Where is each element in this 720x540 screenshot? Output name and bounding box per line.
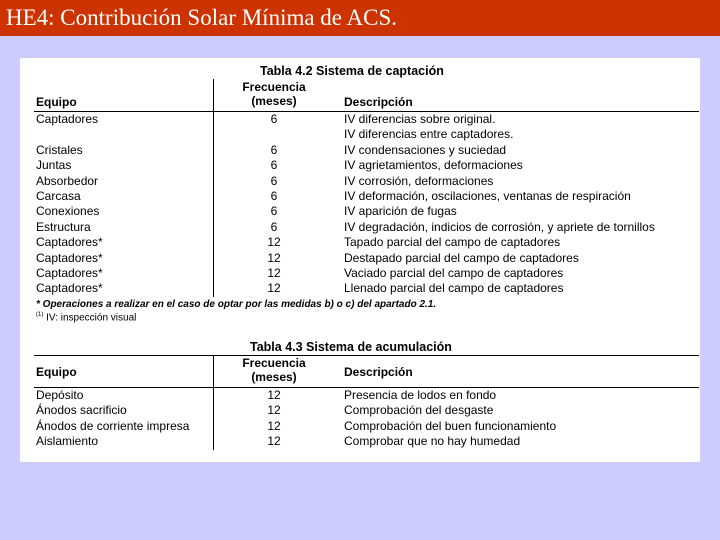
- cell-equipo: Captadores*: [36, 281, 103, 296]
- cell-descripcion: IV diferencias sobre original.: [344, 112, 496, 126]
- cell-frecuencia: 6: [270, 173, 278, 188]
- slide-title: HE4: Contribución Solar Mínima de ACS.: [6, 5, 397, 30]
- column-divider: [213, 79, 214, 111]
- cell-descripcion: Tapado parcial del campo de captadores: [344, 235, 561, 250]
- cell-frecuencia: 6: [270, 219, 278, 234]
- cell-descripcion: Comprobar que no hay humedad: [344, 434, 521, 449]
- document-image: [20, 58, 700, 462]
- footnote: * Operaciones a realizar en el caso de optar por las medidas b) o c) del apartado 2.1.: [36, 299, 437, 310]
- cell-equipo: Juntas: [36, 158, 72, 173]
- cell-frecuencia: 12: [267, 266, 281, 280]
- cell-equipo: Conexiones: [36, 204, 100, 219]
- table-header: [34, 356, 698, 386]
- header-descripcion: Descripción: [344, 365, 413, 379]
- table-row: [34, 251, 698, 266]
- footnote-mark: (1): [36, 312, 44, 318]
- cell-equipo: Depósito: [36, 388, 84, 402]
- table-row: [34, 112, 698, 127]
- table-acumulacion: [34, 340, 696, 452]
- table-row: [34, 127, 698, 142]
- cell-frecuencia: 6: [270, 189, 278, 203]
- header-frecuencia: Frecuencia (meses): [242, 80, 306, 108]
- table-captacion: [34, 64, 696, 324]
- cell-equipo: Cristales: [36, 142, 83, 157]
- header-equipo: Equipo: [36, 95, 77, 109]
- cell-descripcion: IV degradación, indicios de corrosión, y apriete de tornillos: [344, 219, 655, 234]
- cell-descripcion: IV corrosión, deformaciones: [344, 173, 494, 188]
- slide-title-bar: [0, 0, 720, 36]
- cell-descripcion: IV agrietamientos, deformaciones: [344, 158, 523, 173]
- cell-frecuencia: 12: [267, 235, 281, 250]
- column-divider: [213, 355, 214, 387]
- cell-equipo: Carcasa: [36, 189, 81, 203]
- table-row: [34, 403, 698, 418]
- cell-equipo: Captadores*: [36, 250, 103, 265]
- cell-descripcion: IV diferencias entre captadores.: [344, 127, 514, 142]
- cell-equipo: Captadores*: [36, 235, 103, 250]
- table-row: [34, 158, 698, 173]
- table-caption: Tabla 4.3 Sistema de acumulación: [250, 340, 452, 354]
- cell-equipo: Captadores: [36, 112, 99, 126]
- table-row: [34, 174, 698, 189]
- table-row: [34, 281, 698, 296]
- table-row: [34, 266, 698, 281]
- cell-descripcion: Vaciado parcial del campo de captadores: [344, 266, 564, 280]
- cell-frecuencia: 12: [267, 250, 281, 265]
- table-row: [34, 419, 698, 434]
- table-row: [34, 189, 698, 204]
- cell-descripcion: IV condensaciones y suciedad: [344, 142, 507, 157]
- table-row: [34, 220, 698, 235]
- table-row: [34, 235, 698, 250]
- table-header: [34, 80, 698, 110]
- table-row: [34, 388, 698, 403]
- cell-frecuencia: 12: [267, 281, 281, 296]
- header-frecuencia: Frecuencia (meses): [242, 356, 306, 384]
- header-equipo: Equipo: [36, 365, 77, 379]
- cell-frecuencia: 6: [270, 142, 278, 157]
- cell-frecuencia: 12: [267, 434, 281, 449]
- cell-descripcion: Llenado parcial del campo de captadores: [344, 281, 564, 296]
- cell-equipo: Ánodos de corriente impresa: [36, 418, 190, 433]
- cell-descripcion: IV aparición de fugas: [344, 204, 457, 219]
- cell-equipo: Aislamiento: [36, 434, 99, 449]
- cell-descripcion: Comprobación del desgaste: [344, 403, 494, 418]
- column-divider: [213, 112, 214, 297]
- cell-frecuencia: 6: [270, 158, 278, 173]
- footnote-text: IV: inspección visual: [46, 312, 137, 324]
- header-descripcion: Descripción: [344, 95, 413, 109]
- table-row: [34, 143, 698, 158]
- footnote-inspection: [36, 312, 136, 323]
- cell-frecuencia: 12: [267, 388, 281, 402]
- cell-descripcion: Presencia de lodos en fondo: [344, 388, 497, 402]
- table-row: [34, 434, 698, 449]
- cell-frecuencia: 12: [267, 403, 281, 418]
- cell-descripcion: IV deformación, oscilaciones, ventanas de respiración: [344, 189, 631, 203]
- column-divider: [213, 388, 214, 450]
- cell-frecuencia: 6: [270, 112, 278, 126]
- cell-descripcion: Comprobación del buen funcionamiento: [344, 418, 557, 433]
- cell-equipo: Ánodos sacrificio: [36, 403, 127, 418]
- table-caption: Tabla 4.2 Sistema de captación: [260, 64, 444, 78]
- cell-descripcion: Destapado parcial del campo de captadores: [344, 250, 579, 265]
- cell-equipo: Absorbedor: [36, 173, 99, 188]
- cell-equipo: Estructura: [36, 219, 91, 234]
- cell-equipo: Captadores*: [36, 266, 103, 280]
- cell-frecuencia: 6: [270, 204, 278, 219]
- table-row: [34, 204, 698, 219]
- cell-frecuencia: 12: [267, 418, 281, 433]
